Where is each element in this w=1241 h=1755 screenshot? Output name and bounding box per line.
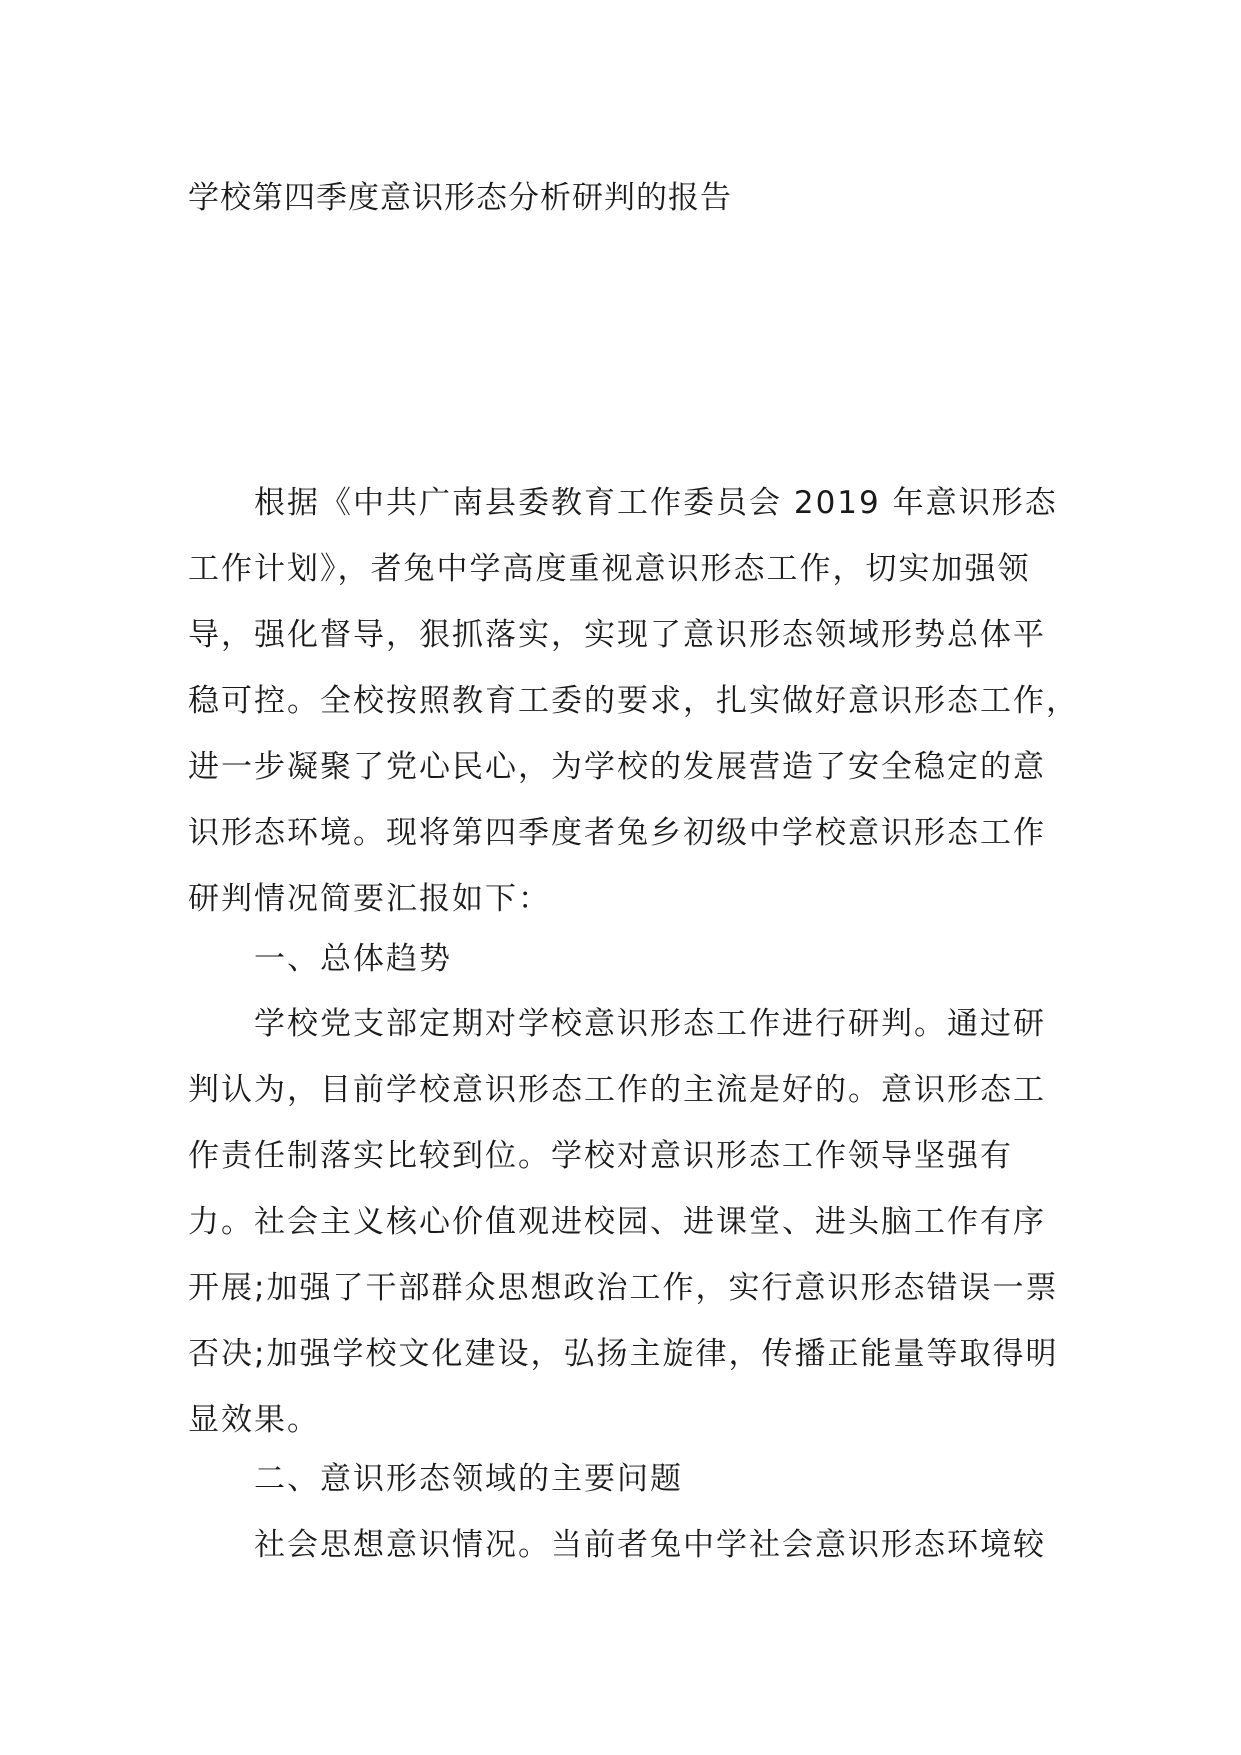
paragraph-line: 判认为，目前学校意识形态工作的主流是好的。意识形态工 <box>188 1072 1046 1108</box>
paragraph-line: 否决;加强学校文化建设，弘扬主旋律，传播正能量等取得明 <box>188 1336 1059 1372</box>
paragraph-line: 研判情况简要汇报如下： <box>188 881 551 917</box>
paragraph-line: 导，强化督导，狠抓落实，实现了意识形态领域形势总体平 <box>188 617 1046 653</box>
paragraph-line: 稳可控。全校按照教育工委的要求，扎实做好意识形态工作， <box>188 683 1079 719</box>
issues-paragraph <box>188 1512 1058 1578</box>
paragraph-line: 作责任制落实比较到位。学校对意识形态工作领导坚强有 <box>188 1138 1013 1174</box>
intro-paragraph <box>188 470 1079 932</box>
section-heading-text: 二、意识形态领域的主要问题 <box>254 1461 683 1497</box>
paragraph-line: 识形态环境。现将第四季度者兔乡初级中学校意识形态工作 <box>188 815 1046 851</box>
paragraph-line: 力。社会主义核心价值观进校园、进课堂、进头脑工作有序 <box>188 1204 1046 1240</box>
trend-paragraph <box>188 991 1058 1453</box>
paragraph-line: 根据《中共广南县委教育工作委员会 2019 年意识形态 <box>254 485 1058 521</box>
paragraph-line: 进一步凝聚了党心民心，为学校的发展营造了安全稳定的意 <box>188 749 1046 785</box>
section-heading-text: 一、总体趋势 <box>254 941 452 977</box>
paragraph-line: 社会思想意识情况。当前者兔中学社会意识形态环境较 <box>254 1527 1046 1563</box>
document-title: 学校第四季度意识形态分析研判的报告 <box>188 180 732 216</box>
paragraph-line: 开展;加强了干部群众思想政治工作，实行意识形态错误一票 <box>188 1270 1059 1306</box>
section-heading-1 <box>188 926 1058 992</box>
paragraph-line: 学校党支部定期对学校意识形态工作进行研判。通过研 <box>254 1006 1046 1042</box>
paragraph-line: 工作计划》，者兔中学高度重视意识形态工作，切实加强领 <box>188 551 1031 587</box>
section-heading-2 <box>188 1446 1058 1512</box>
paragraph-line: 显效果。 <box>188 1402 320 1438</box>
